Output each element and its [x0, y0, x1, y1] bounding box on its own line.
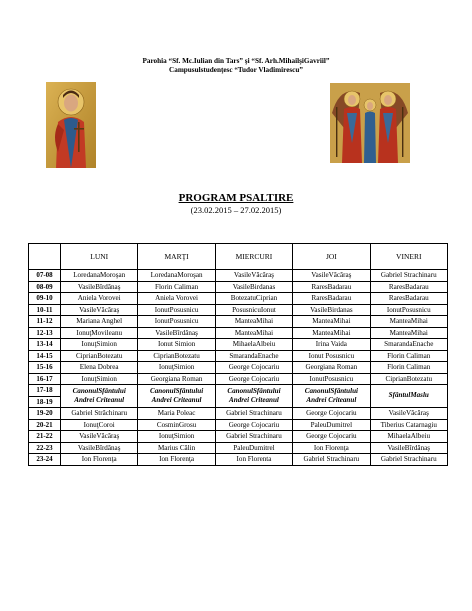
name-cell: RaresBadarau: [293, 281, 370, 293]
hour-cell: 08-09: [29, 281, 61, 293]
service-line: Andrei Criteanul: [151, 396, 202, 404]
name-cell: ManteaMihai: [215, 316, 292, 328]
table-row: [29, 419, 448, 431]
name-cell: VasileVăcăraş: [215, 270, 292, 282]
special-service-cell: [293, 385, 370, 408]
table-row: [29, 454, 448, 466]
name-cell: George Cojocariu: [293, 408, 370, 420]
name-cell: ManteaMihai: [293, 316, 370, 328]
name-cell: SmarandaEnache: [370, 339, 447, 351]
name-cell: VasileBirdanas: [215, 281, 292, 293]
name-cell: ManteaMihai: [215, 327, 292, 339]
name-cell: VasileBîrdănaş: [61, 442, 138, 454]
hour-cell: 13-14: [29, 339, 61, 351]
name-cell: MihaelaAlbeiu: [370, 431, 447, 443]
table-row: [29, 362, 448, 374]
campus-name: Campusulstudenţesc “Tudor Vladimirescu”: [169, 66, 303, 74]
name-cell: Gabriel Străchinaru: [61, 408, 138, 420]
name-cell: George Cojocariu: [215, 373, 292, 385]
name-cell: Maria Poleac: [138, 408, 215, 420]
name-cell: Aniela Vorovei: [138, 293, 215, 305]
name-cell: IonuţSimion: [61, 373, 138, 385]
special-service-cell: [215, 385, 292, 408]
service-line: Andrei Criteanul: [74, 396, 125, 404]
special-service-cell: SfântulMaslu: [370, 385, 447, 408]
name-cell: IonuţCoroi: [61, 419, 138, 431]
name-cell: Florin Caliman: [370, 362, 447, 374]
hour-cell: 16-17: [29, 373, 61, 385]
name-cell: Ion Florenţa: [138, 454, 215, 466]
table-row: [29, 408, 448, 420]
name-cell: Georgiana Roman: [293, 362, 370, 374]
name-cell: Aniela Vorovei: [61, 293, 138, 305]
hour-cell: 23-24: [29, 454, 61, 466]
hour-cell: 14-15: [29, 350, 61, 362]
hour-cell: 07-08: [29, 270, 61, 282]
name-cell: Marius Călin: [138, 442, 215, 454]
day-header: LUNI: [61, 244, 138, 270]
name-cell: Gabriel Strachinaru: [215, 431, 292, 443]
name-cell: George Cojocariu: [215, 362, 292, 374]
name-cell: ManteaMihai: [370, 327, 447, 339]
table-header-row: [29, 244, 448, 270]
name-cell: CosminGrosu: [138, 419, 215, 431]
special-service-cell: [61, 385, 138, 408]
schedule-table: [28, 243, 448, 466]
hour-cell: 19-20: [29, 408, 61, 420]
name-cell: Gabriel Strachinaru: [293, 454, 370, 466]
name-cell: Florin Caliman: [370, 350, 447, 362]
name-cell: Gabriel Strachinaru: [215, 408, 292, 420]
name-cell: Gabriel Strachinaru: [370, 454, 447, 466]
schedule-title-block: [0, 192, 472, 215]
name-cell: VasileVăcăraş: [61, 304, 138, 316]
day-header: JOI: [293, 244, 370, 270]
hour-cell: 17-18: [29, 385, 61, 397]
table-row: [29, 373, 448, 385]
hour-column-header: [29, 244, 61, 270]
name-cell: RaresBadarau: [370, 281, 447, 293]
hour-cell: 11-12: [29, 316, 61, 328]
hour-cell: 22-23: [29, 442, 61, 454]
name-cell: Georgiana Roman: [138, 373, 215, 385]
table-row: [29, 327, 448, 339]
table-row: [29, 293, 448, 305]
service-line: Andrei Criteanul: [229, 396, 279, 404]
day-header: MIERCURI: [215, 244, 292, 270]
name-cell: VasileVăcăraş: [370, 408, 447, 420]
service-line: CanonulSfântului: [304, 386, 358, 395]
name-cell: IonutPosusnicu: [370, 304, 447, 316]
name-cell: VasileBîrdănaş: [61, 281, 138, 293]
name-cell: IonutPosusnicu: [138, 304, 215, 316]
name-cell: Ionut Posusnicu: [293, 350, 370, 362]
name-cell: RaresBadarau: [370, 293, 447, 305]
name-cell: ManteaMihai: [293, 327, 370, 339]
name-cell: VasileBîrdănaş: [370, 442, 447, 454]
table-row: [29, 431, 448, 443]
name-cell: George Cojocariu: [215, 419, 292, 431]
name-cell: Ionut Simion: [138, 339, 215, 351]
name-cell: PosusnicuIonut: [215, 304, 292, 316]
hour-cell: 10-11: [29, 304, 61, 316]
schedule-dates: (23.02.2015 – 27.02.2015): [190, 205, 282, 215]
schedule-title: PROGRAM PSALTIRE: [178, 192, 294, 204]
name-cell: CiprianBotezatu: [370, 373, 447, 385]
name-cell: Gabriel Strachinaru: [370, 270, 447, 282]
name-cell: Irina Vaida: [293, 339, 370, 351]
hour-cell: 09-10: [29, 293, 61, 305]
name-cell: CiprianBotezatu: [61, 350, 138, 362]
hour-cell: 12-13: [29, 327, 61, 339]
hour-cell: 20-21: [29, 419, 61, 431]
name-cell: ManteaMihai: [370, 316, 447, 328]
day-header: MARŢI: [138, 244, 215, 270]
table-row: [29, 270, 448, 282]
hour-cell: 18-19: [29, 396, 61, 408]
name-cell: Florin Caliman: [138, 281, 215, 293]
table-row: [29, 339, 448, 351]
name-cell: PaleuDumitrel: [293, 419, 370, 431]
name-cell: Mariana Anghel: [61, 316, 138, 328]
document-header: [0, 57, 472, 75]
name-cell: LoredanaMoroşan: [61, 270, 138, 282]
name-cell: RaresBadarau: [293, 293, 370, 305]
name-cell: PaleuDumitrel: [215, 442, 292, 454]
hour-cell: 21-22: [29, 431, 61, 443]
name-cell: IonuţSimion: [138, 431, 215, 443]
name-cell: Tiberius Catarnagiu: [370, 419, 447, 431]
table-row: [29, 442, 448, 454]
name-cell: IonuţMovileanu: [61, 327, 138, 339]
name-cell: VasileBirdanas: [293, 304, 370, 316]
name-cell: Ion Florenta: [215, 454, 292, 466]
day-header: VINERI: [370, 244, 447, 270]
name-cell: LoredanaMoroşan: [138, 270, 215, 282]
name-cell: VasileBîrdănaş: [138, 327, 215, 339]
name-cell: Ion Florenţa: [61, 454, 138, 466]
name-cell: George Cojocariu: [293, 431, 370, 443]
archangels-icon: [330, 83, 410, 163]
name-cell: IonuţSimion: [138, 362, 215, 374]
hour-cell: 15-16: [29, 362, 61, 374]
table-row: [29, 281, 448, 293]
name-cell: MihaelaAlbeiu: [215, 339, 292, 351]
name-cell: Ion Florenţa: [293, 442, 370, 454]
name-cell: VasileVăcăraş: [293, 270, 370, 282]
name-cell: CiprianBotezatu: [138, 350, 215, 362]
service-line: Andrei Criteanul: [306, 396, 357, 404]
name-cell: SmarandaEnache: [215, 350, 292, 362]
name-cell: IonutPosusnicu: [293, 373, 370, 385]
service-line: CanonulSfântului: [227, 386, 281, 395]
table-row: [29, 304, 448, 316]
saint-julian-icon: [46, 82, 96, 168]
name-cell: IonuţSimion: [61, 339, 138, 351]
service-line: CanonulSfântului: [72, 386, 126, 395]
parish-name: Parohia “Sf. Mc.Iulian din Tars” şi “Sf. Arh.MihailşiGavriil”: [142, 57, 330, 65]
name-cell: IonutPosusnicu: [138, 316, 215, 328]
special-service-cell: [138, 385, 215, 408]
service-line: CanonulSfântului: [149, 386, 204, 395]
name-cell: BotezatuCiprian: [215, 293, 292, 305]
name-cell: Elena Dobrea: [61, 362, 138, 374]
table-row: [29, 350, 448, 362]
name-cell: VasileVăcăraş: [61, 431, 138, 443]
table-row: [29, 316, 448, 328]
table-row: [29, 385, 448, 397]
